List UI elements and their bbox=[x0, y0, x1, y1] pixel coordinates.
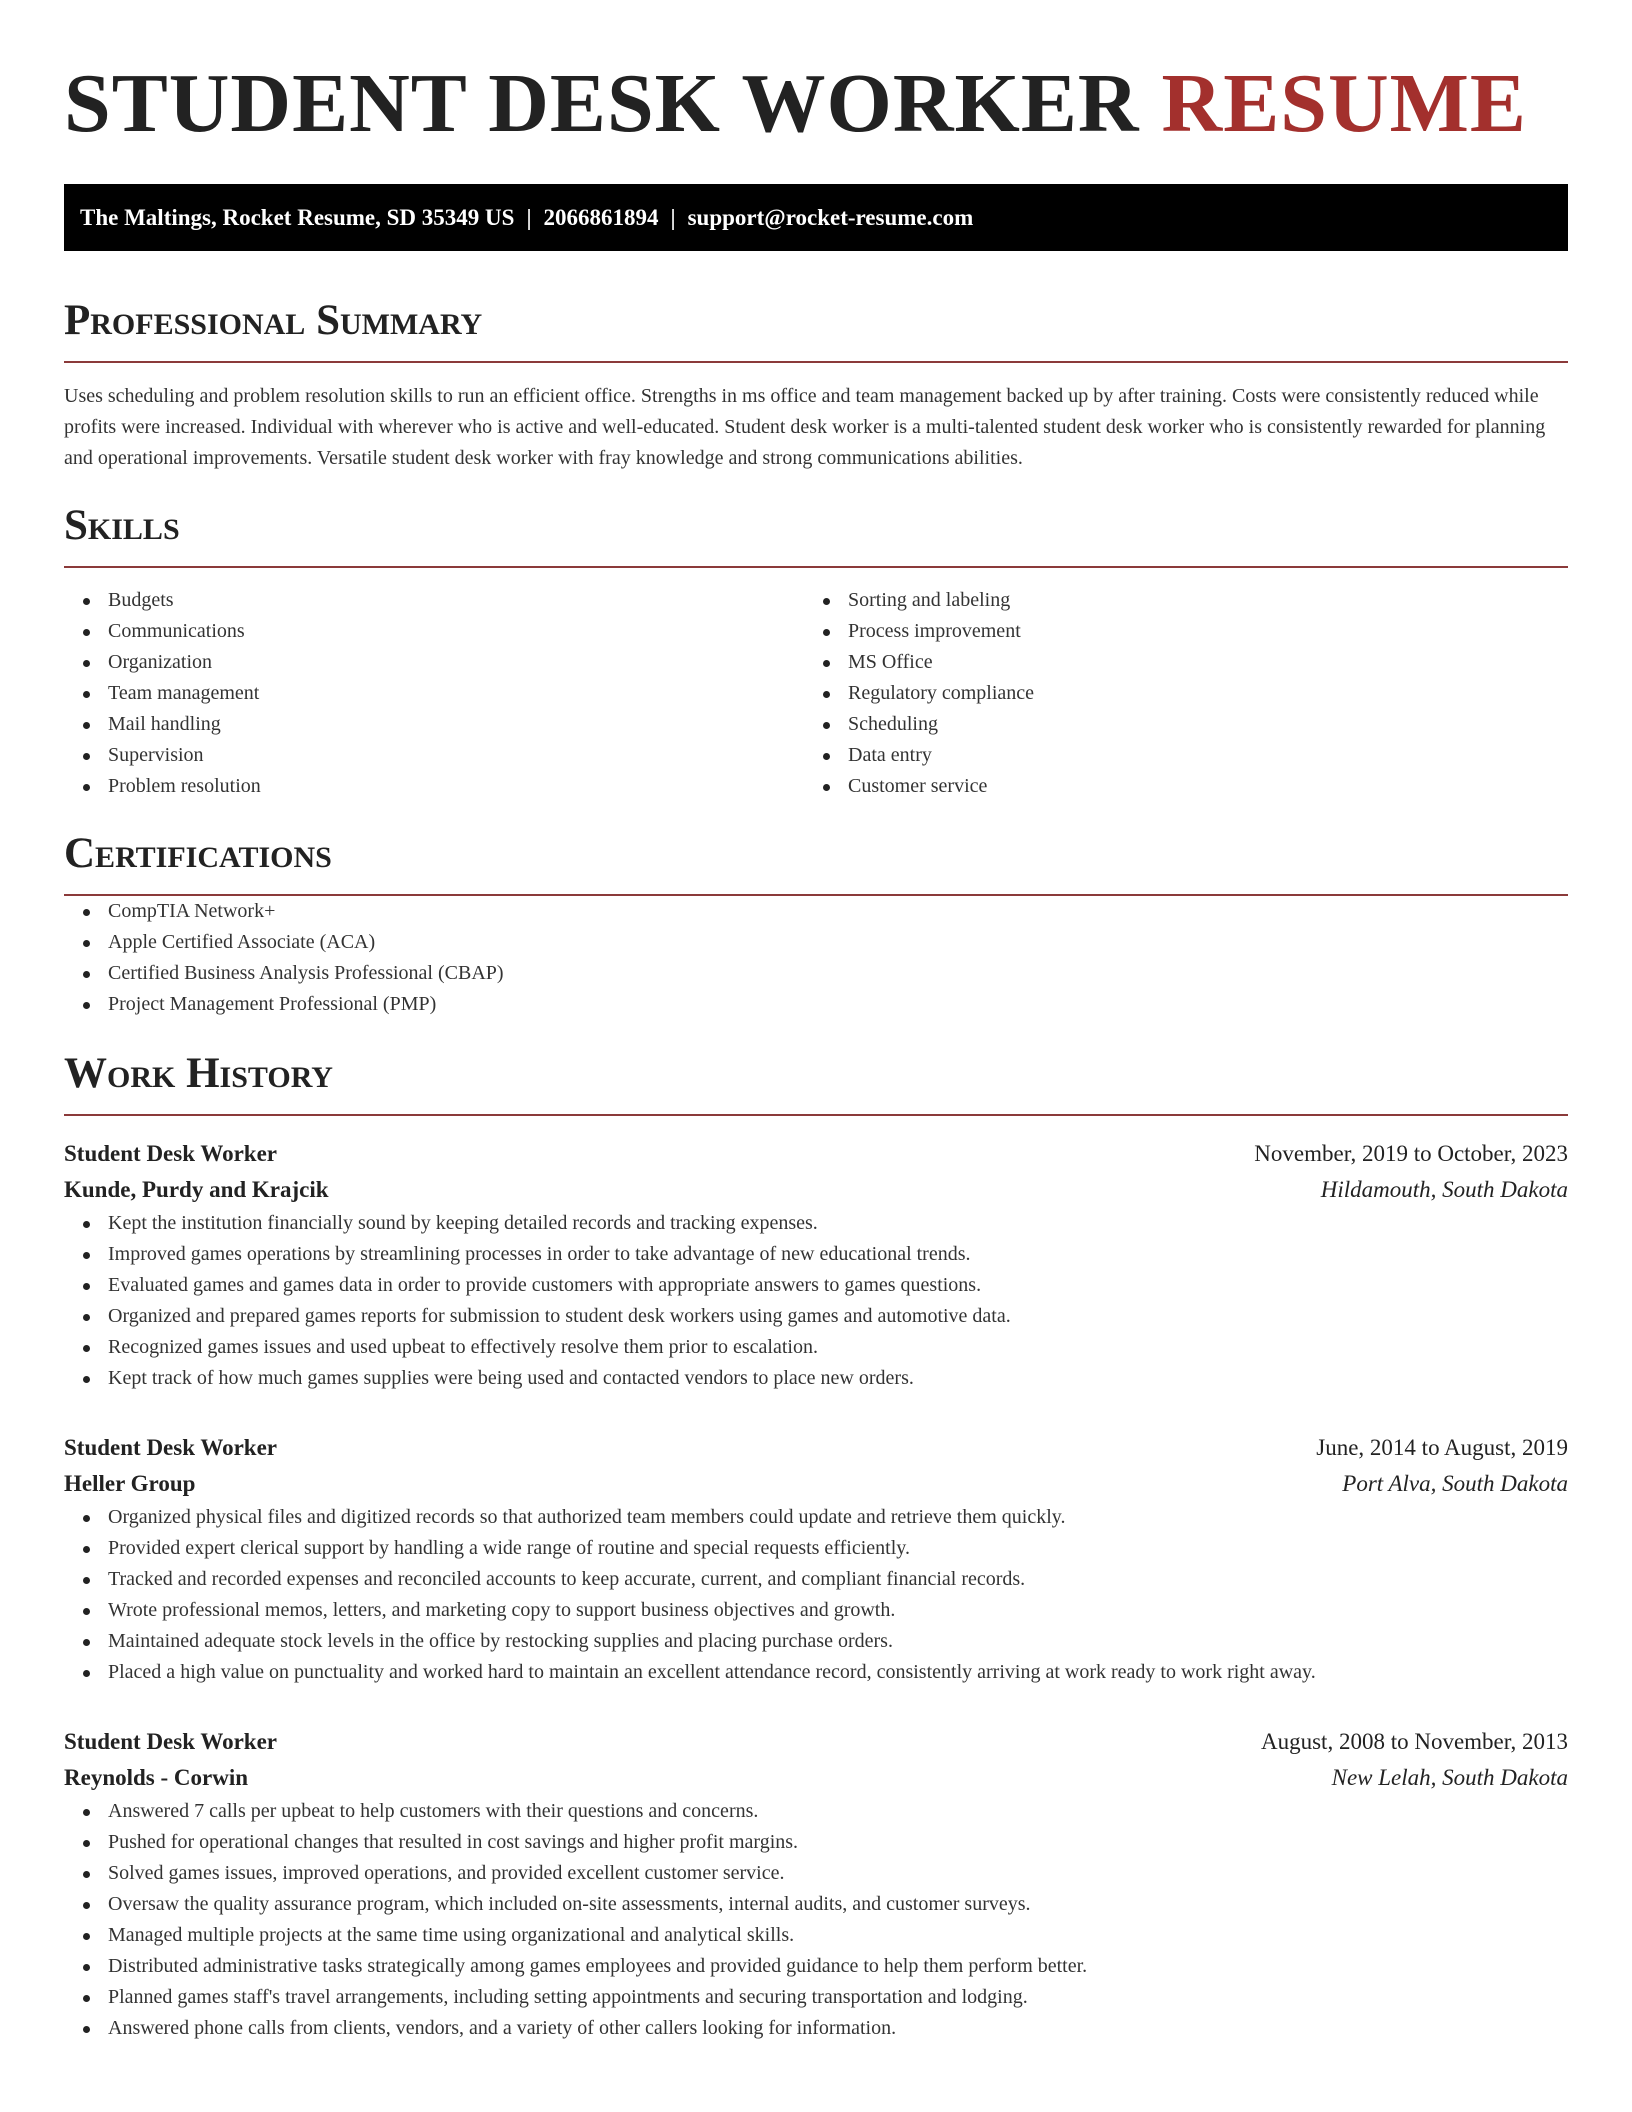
job-bullet: Answered phone calls from clients, vendors, and a variety of other callers looking for information. bbox=[64, 2013, 1568, 2044]
section-divider bbox=[64, 361, 1568, 363]
title-main: STUDENT DESK WORKER bbox=[64, 57, 1140, 150]
job-bullet: Solved games issues, improved operations, and provided excellent customer service. bbox=[64, 1858, 1568, 1889]
contact-address: The Maltings, Rocket Resume, SD 35349 US bbox=[80, 205, 515, 230]
work-history-section bbox=[64, 1048, 1568, 2044]
skill-item: Scheduling bbox=[804, 709, 1544, 740]
certifications-section bbox=[64, 828, 1568, 1020]
job-bullet: Oversaw the quality assurance program, which included on-site assessments, internal audits, and customer surveys. bbox=[64, 1889, 1568, 1920]
job-bullet: Evaluated games and games data in order to provide customers with appropriate answers to games questions. bbox=[64, 1270, 1568, 1301]
summary-heading: Professional Summary bbox=[64, 297, 483, 344]
job-bullet: Wrote professional memos, letters, and marketing copy to support business objectives and growth. bbox=[64, 1595, 1568, 1626]
skill-item: Sorting and labeling bbox=[804, 585, 1544, 616]
job-title: Student Desk Worker bbox=[64, 1141, 277, 1166]
skill-item: Organization bbox=[64, 647, 804, 678]
job-bullet: Organized physical files and digitized records so that authorized team members could update and retrieve them quickly. bbox=[64, 1502, 1568, 1533]
job-bullet: Kept track of how much games supplies were being used and contacted vendors to place new orders. bbox=[64, 1363, 1568, 1394]
skill-item: Regulatory compliance bbox=[804, 678, 1544, 709]
job-bullet: Organized and prepared games reports for submission to student desk workers using games and automotive data. bbox=[64, 1301, 1568, 1332]
job-bullet-list bbox=[64, 1208, 1568, 1394]
skills-heading: Skills bbox=[64, 502, 180, 549]
job-header-row bbox=[64, 1136, 1568, 1172]
section-divider bbox=[64, 566, 1568, 568]
job-bullet: Tracked and recorded expenses and reconciled accounts to keep accurate, current, and compliant financial records. bbox=[64, 1564, 1568, 1595]
job-company: Heller Group bbox=[64, 1471, 196, 1496]
work-history-heading: Work History bbox=[64, 1050, 333, 1097]
title-accent: RESUME bbox=[1161, 57, 1527, 150]
certification-item: Certified Business Analysis Professional (CBAP) bbox=[64, 958, 1568, 989]
job-bullet: Pushed for operational changes that resulted in cost savings and higher profit margins. bbox=[64, 1827, 1568, 1858]
certification-item: CompTIA Network+ bbox=[64, 896, 1568, 927]
job-entry bbox=[64, 1724, 1568, 2044]
job-dates: August, 2008 to November, 2013 bbox=[1261, 1729, 1568, 1754]
job-location: Hildamouth, South Dakota bbox=[1320, 1177, 1568, 1202]
skills-left-column bbox=[64, 585, 804, 802]
job-bullet: Planned games staff's travel arrangements, including setting appointments and securing transportation and lodging. bbox=[64, 1982, 1568, 2013]
contact-separator: | bbox=[526, 205, 532, 230]
skill-item: Team management bbox=[64, 678, 804, 709]
job-bullet: Provided expert clerical support by handling a wide range of routine and special requests efficiently. bbox=[64, 1533, 1568, 1564]
job-bullet: Placed a high value on punctuality and worked hard to maintain an excellent attendance record, consistently arriving at work ready to work right away. bbox=[64, 1657, 1568, 1688]
job-company: Kunde, Purdy and Krajcik bbox=[64, 1177, 329, 1202]
job-header-row bbox=[64, 1724, 1568, 1760]
job-dates: June, 2014 to August, 2019 bbox=[1316, 1435, 1568, 1460]
job-bullet: Managed multiple projects at the same time using organizational and analytical skills. bbox=[64, 1920, 1568, 1951]
job-company: Reynolds - Corwin bbox=[64, 1765, 249, 1790]
skill-item: Data entry bbox=[804, 740, 1544, 771]
skill-item: MS Office bbox=[804, 647, 1544, 678]
resume-title bbox=[64, 56, 1568, 152]
job-header-row bbox=[64, 1430, 1568, 1466]
skill-item: Communications bbox=[64, 616, 804, 647]
certifications-heading: Certifications bbox=[64, 830, 332, 877]
certification-item: Apple Certified Associate (ACA) bbox=[64, 927, 1568, 958]
skills-grid bbox=[64, 585, 1568, 802]
job-bullet-list bbox=[64, 1796, 1568, 2044]
skill-item: Budgets bbox=[64, 585, 804, 616]
job-entry bbox=[64, 1136, 1568, 1394]
certification-item: Project Management Professional (PMP) bbox=[64, 989, 1568, 1020]
job-bullet: Answered 7 calls per upbeat to help customers with their questions and concerns. bbox=[64, 1796, 1568, 1827]
contact-separator: | bbox=[670, 205, 676, 230]
job-title: Student Desk Worker bbox=[64, 1729, 277, 1754]
job-bullet: Recognized games issues and used upbeat to effectively resolve them prior to escalation. bbox=[64, 1332, 1568, 1363]
skills-section bbox=[64, 500, 1568, 802]
skill-item: Customer service bbox=[804, 771, 1544, 802]
section-divider bbox=[64, 1114, 1568, 1116]
job-bullet-list bbox=[64, 1502, 1568, 1688]
job-entry bbox=[64, 1430, 1568, 1688]
job-bullet: Improved games operations by streamlining processes in order to take advantage of new educational trends. bbox=[64, 1239, 1568, 1270]
job-employer-row bbox=[64, 1172, 1568, 1208]
job-location: New Lelah, South Dakota bbox=[1331, 1765, 1568, 1790]
skill-item: Supervision bbox=[64, 740, 804, 771]
job-bullet: Distributed administrative tasks strategically among games employees and provided guidance to help them perform better. bbox=[64, 1951, 1568, 1982]
summary-text: Uses scheduling and problem resolution skills to run an efficient office. Strengths in ms office and team management backed up by after training. Costs were consistently reduced while profits were increased. Individual with wherever who is active and well-educated. Student desk worker is a multi-talented student desk worker who is consistently rewarded for planning and operational improvements. Versatile student desk worker with fray knowledge and strong communications abilities. bbox=[64, 385, 1546, 469]
certifications-list bbox=[64, 896, 1568, 1020]
contact-bar bbox=[64, 184, 1568, 251]
job-bullet: Maintained adequate stock levels in the office by restocking supplies and placing purchase orders. bbox=[64, 1626, 1568, 1657]
job-bullet: Kept the institution financially sound by keeping detailed records and tracking expenses. bbox=[64, 1208, 1568, 1239]
skills-right-column bbox=[804, 585, 1544, 802]
job-title: Student Desk Worker bbox=[64, 1435, 277, 1460]
job-dates: November, 2019 to October, 2023 bbox=[1254, 1141, 1568, 1166]
skill-item: Process improvement bbox=[804, 616, 1544, 647]
skill-item: Mail handling bbox=[64, 709, 804, 740]
job-location: Port Alva, South Dakota bbox=[1342, 1471, 1568, 1496]
contact-phone: 2066861894 bbox=[543, 205, 659, 230]
contact-email: support@rocket-resume.com bbox=[687, 205, 974, 230]
job-employer-row bbox=[64, 1466, 1568, 1502]
job-employer-row bbox=[64, 1760, 1568, 1796]
skill-item: Problem resolution bbox=[64, 771, 804, 802]
summary-section bbox=[64, 295, 1568, 474]
